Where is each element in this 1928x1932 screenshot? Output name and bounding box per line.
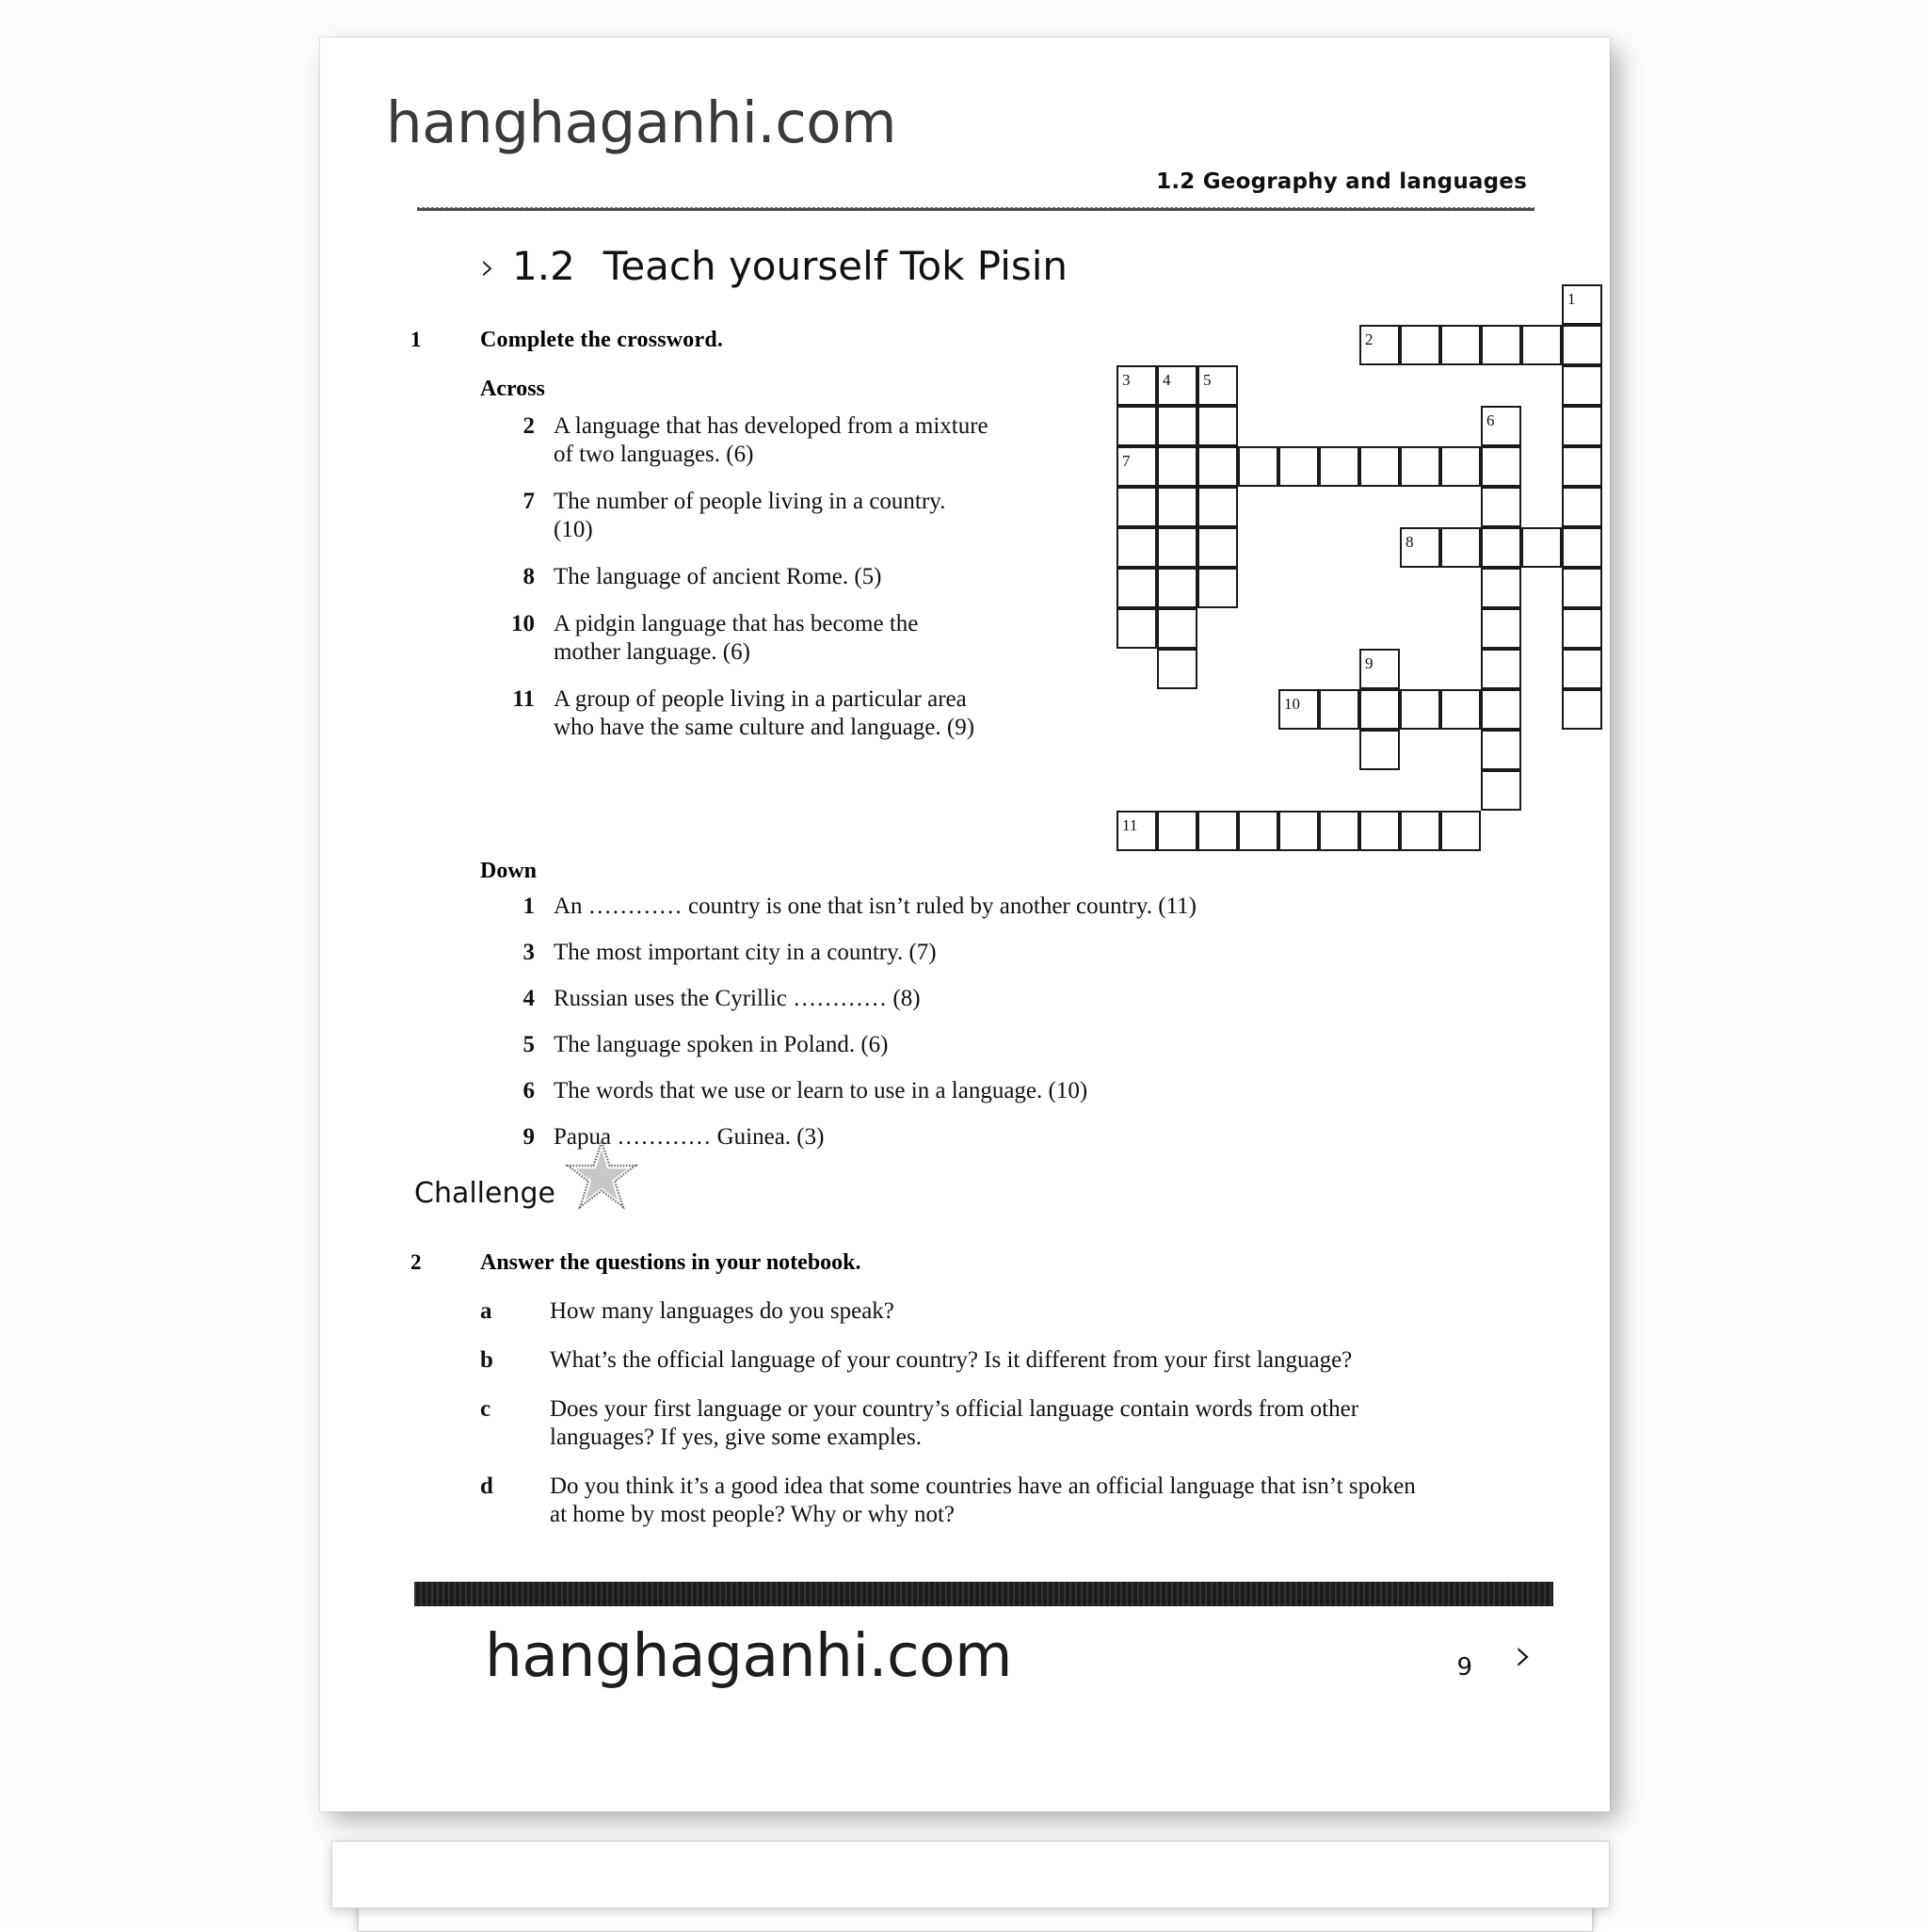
star-icon <box>565 1139 638 1213</box>
crossword-cell[interactable] <box>1117 527 1157 568</box>
crossword-cell[interactable] <box>1238 446 1278 487</box>
across-clue-text: A pidgin language that has become the mother language. (6) <box>554 610 988 667</box>
across-clue-number: 7 <box>480 488 535 544</box>
crossword-cell[interactable] <box>1440 689 1481 730</box>
running-header: 1.2 Geography and languages <box>1156 169 1527 194</box>
crossword-cell[interactable] <box>1157 811 1197 851</box>
down-clue-list <box>480 893 1309 1169</box>
crossword-cell[interactable] <box>1157 487 1197 527</box>
crossword-cell[interactable] <box>1197 406 1238 446</box>
across-label: Across <box>480 377 545 402</box>
document-page <box>320 38 1610 1811</box>
crossword-cell[interactable] <box>1359 446 1400 487</box>
crossword-cell[interactable] <box>1197 527 1238 568</box>
challenge-label: Challenge <box>414 1177 555 1210</box>
crossword-clue-number: 8 <box>1406 534 1414 550</box>
down-clue-item <box>480 893 1309 921</box>
down-clue-number: 3 <box>480 939 535 967</box>
question-list <box>480 1297 1431 1550</box>
down-clue-text: The most important city in a country. (7) <box>554 939 937 967</box>
down-clue-number: 1 <box>480 893 535 921</box>
down-clue-item <box>480 1031 1309 1059</box>
page-number: 9 <box>1456 1653 1472 1682</box>
crossword-clue-number: 6 <box>1486 412 1495 428</box>
crossword-cell[interactable] <box>1481 568 1521 608</box>
header-rule <box>417 208 1534 211</box>
crossword-clue-number: 3 <box>1122 372 1131 388</box>
crossword-cell[interactable] <box>1197 568 1238 608</box>
exercise-2-number: 2 <box>410 1250 422 1275</box>
footer-bar <box>414 1582 1553 1606</box>
crossword-clue-number: 7 <box>1122 453 1131 469</box>
watermark-bottom: hanghaganhi.com <box>485 1621 1012 1690</box>
down-clue-number: 4 <box>480 985 535 1013</box>
crossword-cell[interactable] <box>1521 527 1562 568</box>
crossword-cell[interactable] <box>1562 487 1602 527</box>
down-clue-text: Russian uses the Cyrillic ………… (8) <box>554 985 921 1013</box>
down-clue-number: 6 <box>480 1077 535 1105</box>
crossword-cell[interactable] <box>1157 568 1197 608</box>
crossword-cell[interactable] <box>1117 568 1157 608</box>
crossword-clue-number: 5 <box>1203 372 1212 388</box>
question-number: d <box>480 1473 527 1529</box>
crossword-cell[interactable] <box>1481 649 1521 689</box>
across-clue-item <box>480 488 988 544</box>
down-clue-item <box>480 939 1309 967</box>
crossword-cell[interactable] <box>1481 527 1521 568</box>
crossword-cell[interactable] <box>1197 811 1238 851</box>
across-clue-item <box>480 685 988 742</box>
across-clue-number: 2 <box>480 412 535 469</box>
down-clue-item <box>480 1077 1309 1105</box>
crossword-cell[interactable] <box>1400 325 1440 365</box>
crossword-cell[interactable] <box>1440 811 1481 851</box>
down-clue-item <box>480 985 1309 1013</box>
across-clue-text: The number of people living in a country. (10) <box>554 488 988 544</box>
crossword-cell[interactable] <box>1440 446 1481 487</box>
crossword-cell[interactable] <box>1319 811 1359 851</box>
across-clue-number: 10 <box>480 610 535 667</box>
crossword-clue-number: 4 <box>1163 372 1171 388</box>
crossword-cell[interactable] <box>1481 325 1521 365</box>
across-clue-list <box>480 412 988 761</box>
question-item <box>480 1297 1431 1326</box>
crossword-cell[interactable] <box>1278 811 1319 851</box>
crossword-cell[interactable] <box>1481 689 1521 730</box>
crossword-cell[interactable] <box>1400 689 1440 730</box>
question-item <box>480 1346 1431 1375</box>
down-clue-number: 5 <box>480 1031 535 1059</box>
crossword-cell[interactable] <box>1117 406 1157 446</box>
crossword-cell[interactable] <box>1278 446 1319 487</box>
crossword-cell[interactable] <box>1359 811 1400 851</box>
stacked-sheet-front <box>331 1841 1610 1908</box>
exercise-1-instruction: Complete the crossword. <box>480 328 723 353</box>
crossword-clue-number: 2 <box>1365 331 1374 347</box>
crossword-cell[interactable] <box>1562 568 1602 608</box>
crossword-cell[interactable] <box>1521 325 1562 365</box>
crossword-cell[interactable] <box>1319 446 1359 487</box>
next-page-chevron-icon[interactable]: › <box>1515 1633 1533 1678</box>
question-number: c <box>480 1395 527 1452</box>
down-clue-text: An ………… country is one that isn’t ruled by another country. (11) <box>554 893 1197 921</box>
watermark-top: hanghaganhi.com <box>386 89 896 156</box>
crossword-cell[interactable] <box>1562 325 1602 365</box>
crossword-cell[interactable] <box>1562 689 1602 730</box>
across-clue-text: The language of ancient Rome. (5) <box>554 563 881 591</box>
crossword-cell[interactable] <box>1400 811 1440 851</box>
crossword-cell[interactable] <box>1359 689 1400 730</box>
question-text: Does your first language or your country’s official language contain words from other languages? If yes, give some examples. <box>550 1395 1431 1452</box>
crossword-cell[interactable] <box>1197 487 1238 527</box>
across-clue-item <box>480 563 988 591</box>
down-clue-text: The words that we use or learn to use in a language. (10) <box>554 1077 1087 1105</box>
crossword-cell[interactable] <box>1157 608 1197 649</box>
question-text: What’s the official language of your country? Is it different from your first language? <box>550 1346 1352 1375</box>
crossword-clue-number: 10 <box>1284 696 1300 712</box>
question-item <box>480 1395 1431 1452</box>
crossword-cell[interactable] <box>1562 365 1602 406</box>
crossword-cell[interactable] <box>1562 649 1602 689</box>
across-clue-number: 8 <box>480 563 535 591</box>
crossword-cell[interactable] <box>1481 487 1521 527</box>
chevron-right-icon: › <box>480 249 495 286</box>
page-title-text: Teach yourself Tok Pisin <box>603 243 1068 289</box>
crossword-cell[interactable] <box>1481 608 1521 649</box>
question-text: How many languages do you speak? <box>550 1297 894 1326</box>
crossword-cell[interactable] <box>1440 527 1481 568</box>
question-number: a <box>480 1297 527 1326</box>
crossword-cell[interactable] <box>1359 730 1400 770</box>
crossword-clue-number: 1 <box>1567 291 1576 307</box>
crossword-clue-number: 11 <box>1122 817 1137 833</box>
challenge-heading <box>414 1177 555 1210</box>
crossword-cell[interactable] <box>1117 487 1157 527</box>
exercise-2-instruction: Answer the questions in your notebook. <box>480 1250 861 1276</box>
question-text: Do you think it’s a good idea that some countries have an official language that isn’t spoken at home by most people? Why or why not? <box>550 1473 1431 1529</box>
crossword-clue-number: 9 <box>1365 655 1374 671</box>
down-clue-text: The language spoken in Poland. (6) <box>554 1031 888 1059</box>
down-clue-text: Papua ………… Guinea. (3) <box>554 1123 824 1151</box>
page-title-number: 1.2 <box>512 243 575 289</box>
crossword-cell[interactable] <box>1197 446 1238 487</box>
crossword-cell[interactable] <box>1157 527 1197 568</box>
down-clue-number: 9 <box>480 1123 535 1151</box>
across-clue-number: 11 <box>480 685 535 742</box>
across-clue-text: A group of people living in a particular area who have the same culture and language. (9) <box>554 685 988 742</box>
page-title <box>480 243 1068 289</box>
across-clue-item <box>480 412 988 469</box>
crossword-cell[interactable] <box>1562 608 1602 649</box>
crossword-cell[interactable] <box>1400 446 1440 487</box>
crossword-cell[interactable] <box>1481 446 1521 487</box>
crossword-cell[interactable] <box>1157 649 1197 689</box>
across-clue-item <box>480 610 988 667</box>
crossword-cell[interactable] <box>1481 730 1521 770</box>
question-item <box>480 1473 1431 1529</box>
crossword-cell[interactable] <box>1562 406 1602 446</box>
question-number: b <box>480 1346 527 1375</box>
crossword-cell[interactable] <box>1440 325 1481 365</box>
crossword-cell[interactable] <box>1117 608 1157 649</box>
crossword-cell[interactable] <box>1319 689 1359 730</box>
crossword-cell[interactable] <box>1238 811 1278 851</box>
crossword-cell[interactable] <box>1157 446 1197 487</box>
exercise-1-number: 1 <box>410 328 422 352</box>
crossword-cell[interactable] <box>1157 406 1197 446</box>
down-label: Down <box>480 859 537 884</box>
crossword-cell[interactable] <box>1562 446 1602 487</box>
crossword-cell[interactable] <box>1562 527 1602 568</box>
crossword-grid[interactable] <box>1117 284 1653 859</box>
crossword-cell[interactable] <box>1481 770 1521 811</box>
across-clue-text: A language that has developed from a mixture of two languages. (6) <box>554 412 988 469</box>
